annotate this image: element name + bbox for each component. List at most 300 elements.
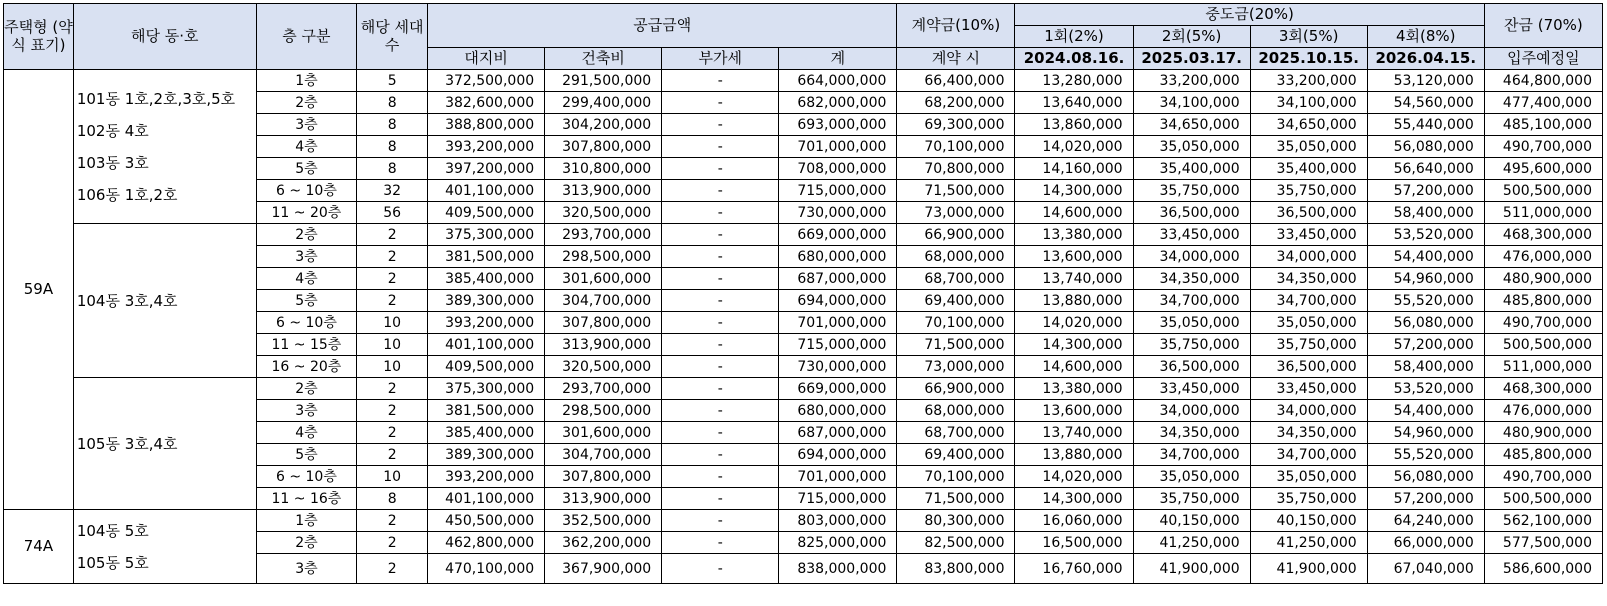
contract-cell: 68,700,000 bbox=[897, 422, 1015, 444]
interim-1-cell: 13,860,000 bbox=[1015, 114, 1133, 136]
interim-3-cell: 41,250,000 bbox=[1250, 532, 1367, 554]
building-cost-cell: 304,200,000 bbox=[545, 114, 662, 136]
interim-3-cell: 36,500,000 bbox=[1250, 202, 1367, 224]
units-cell: 2 bbox=[357, 422, 428, 444]
interim-4-cell: 55,520,000 bbox=[1367, 444, 1484, 466]
interim-3-cell: 36,500,000 bbox=[1250, 356, 1367, 378]
interim-4-cell: 57,200,000 bbox=[1367, 334, 1484, 356]
units-cell: 10 bbox=[357, 466, 428, 488]
interim-4-cell: 54,400,000 bbox=[1367, 400, 1484, 422]
interim-2-cell: 35,750,000 bbox=[1133, 488, 1250, 510]
contract-cell: 71,500,000 bbox=[897, 488, 1015, 510]
interim-2-cell: 33,200,000 bbox=[1133, 70, 1250, 92]
interim-4-cell: 54,960,000 bbox=[1367, 422, 1484, 444]
contract-cell: 68,000,000 bbox=[897, 400, 1015, 422]
header-interim-3-date: 2025.10.15. bbox=[1250, 48, 1367, 70]
building-cost-cell: 293,700,000 bbox=[545, 224, 662, 246]
balance-cell: 476,000,000 bbox=[1484, 400, 1602, 422]
table-header bbox=[4, 4, 1603, 70]
total-cell: 669,000,000 bbox=[779, 378, 897, 400]
dong-ho-line: 104동 5호 bbox=[76, 521, 149, 540]
floor-cell: 6 ~ 10층 bbox=[256, 180, 357, 202]
balance-cell: 511,000,000 bbox=[1484, 202, 1602, 224]
vat-cell: - bbox=[662, 70, 779, 92]
balance-cell: 490,700,000 bbox=[1484, 466, 1602, 488]
dong-ho-line: 106동 1호,2호 bbox=[76, 185, 178, 204]
dong-ho-cell bbox=[73, 70, 256, 224]
interim-4-cell: 56,080,000 bbox=[1367, 466, 1484, 488]
total-cell: 682,000,000 bbox=[779, 92, 897, 114]
building-cost-cell: 320,500,000 bbox=[545, 356, 662, 378]
land-cost-cell: 393,200,000 bbox=[428, 136, 545, 158]
interim-1-cell: 13,380,000 bbox=[1015, 224, 1133, 246]
floor-cell: 11 ~ 20층 bbox=[256, 202, 357, 224]
units-cell: 5 bbox=[357, 70, 428, 92]
interim-4-cell: 67,040,000 bbox=[1367, 554, 1484, 584]
units-cell: 2 bbox=[357, 444, 428, 466]
balance-cell: 485,800,000 bbox=[1484, 444, 1602, 466]
contract-cell: 70,100,000 bbox=[897, 136, 1015, 158]
header-building: 건축비 bbox=[545, 48, 662, 70]
interim-4-cell: 54,560,000 bbox=[1367, 92, 1484, 114]
balance-cell: 477,400,000 bbox=[1484, 92, 1602, 114]
table-row bbox=[4, 224, 1603, 246]
interim-3-cell: 33,450,000 bbox=[1250, 224, 1367, 246]
vat-cell: - bbox=[662, 202, 779, 224]
total-cell: 715,000,000 bbox=[779, 180, 897, 202]
total-cell: 669,000,000 bbox=[779, 224, 897, 246]
balance-cell: 485,100,000 bbox=[1484, 114, 1602, 136]
total-cell: 701,000,000 bbox=[779, 312, 897, 334]
header-supply-amount: 공급금액 bbox=[428, 4, 897, 48]
total-cell: 664,000,000 bbox=[779, 70, 897, 92]
floor-cell: 3층 bbox=[256, 114, 357, 136]
table-row bbox=[4, 378, 1603, 400]
land-cost-cell: 401,100,000 bbox=[428, 334, 545, 356]
land-cost-cell: 409,500,000 bbox=[428, 202, 545, 224]
dong-ho-line: 105동 3호,4호 bbox=[76, 434, 178, 453]
building-cost-cell: 320,500,000 bbox=[545, 202, 662, 224]
interim-1-cell: 14,600,000 bbox=[1015, 356, 1133, 378]
interim-2-cell: 40,150,000 bbox=[1133, 510, 1250, 532]
vat-cell: - bbox=[662, 224, 779, 246]
units-cell: 8 bbox=[357, 158, 428, 180]
building-cost-cell: 307,800,000 bbox=[545, 136, 662, 158]
total-cell: 687,000,000 bbox=[779, 422, 897, 444]
interim-3-cell: 34,650,000 bbox=[1250, 114, 1367, 136]
header-balance: 잔금 (70%) bbox=[1484, 4, 1602, 48]
building-cost-cell: 291,500,000 bbox=[545, 70, 662, 92]
vat-cell: - bbox=[662, 510, 779, 532]
building-cost-cell: 298,500,000 bbox=[545, 246, 662, 268]
units-cell: 2 bbox=[357, 510, 428, 532]
units-cell: 2 bbox=[357, 378, 428, 400]
interim-3-cell: 34,700,000 bbox=[1250, 444, 1367, 466]
floor-cell: 4층 bbox=[256, 136, 357, 158]
header-vat: 부가세 bbox=[662, 48, 779, 70]
interim-4-cell: 55,520,000 bbox=[1367, 290, 1484, 312]
total-cell: 687,000,000 bbox=[779, 268, 897, 290]
units-cell: 2 bbox=[357, 246, 428, 268]
balance-cell: 490,700,000 bbox=[1484, 136, 1602, 158]
contract-cell: 69,400,000 bbox=[897, 444, 1015, 466]
total-cell: 715,000,000 bbox=[779, 334, 897, 356]
units-cell: 2 bbox=[357, 268, 428, 290]
floor-cell: 5층 bbox=[256, 444, 357, 466]
interim-2-cell: 35,400,000 bbox=[1133, 158, 1250, 180]
header-interim-2: 2회(5%) bbox=[1133, 26, 1250, 48]
interim-2-cell: 34,100,000 bbox=[1133, 92, 1250, 114]
total-cell: 715,000,000 bbox=[779, 488, 897, 510]
vat-cell: - bbox=[662, 268, 779, 290]
dong-ho-line: 105동 5호 bbox=[76, 553, 149, 572]
land-cost-cell: 462,800,000 bbox=[428, 532, 545, 554]
interim-2-cell: 33,450,000 bbox=[1133, 378, 1250, 400]
interim-4-cell: 58,400,000 bbox=[1367, 356, 1484, 378]
units-cell: 2 bbox=[357, 554, 428, 584]
floor-cell: 5층 bbox=[256, 158, 357, 180]
interim-2-cell: 36,500,000 bbox=[1133, 202, 1250, 224]
interim-4-cell: 57,200,000 bbox=[1367, 180, 1484, 202]
balance-cell: 495,600,000 bbox=[1484, 158, 1602, 180]
floor-cell: 3층 bbox=[256, 246, 357, 268]
vat-cell: - bbox=[662, 312, 779, 334]
interim-4-cell: 64,240,000 bbox=[1367, 510, 1484, 532]
dong-ho-cell bbox=[73, 224, 256, 378]
land-cost-cell: 381,500,000 bbox=[428, 400, 545, 422]
interim-1-cell: 13,740,000 bbox=[1015, 268, 1133, 290]
interim-4-cell: 57,200,000 bbox=[1367, 488, 1484, 510]
vat-cell: - bbox=[662, 158, 779, 180]
vat-cell: - bbox=[662, 444, 779, 466]
header-interim-1: 1회(2%) bbox=[1015, 26, 1133, 48]
vat-cell: - bbox=[662, 400, 779, 422]
floor-cell: 16 ~ 20층 bbox=[256, 356, 357, 378]
interim-1-cell: 13,880,000 bbox=[1015, 444, 1133, 466]
land-cost-cell: 397,200,000 bbox=[428, 158, 545, 180]
land-cost-cell: 393,200,000 bbox=[428, 312, 545, 334]
contract-cell: 82,500,000 bbox=[897, 532, 1015, 554]
header-move-in-date: 입주예정일 bbox=[1484, 48, 1602, 70]
contract-cell: 80,300,000 bbox=[897, 510, 1015, 532]
vat-cell: - bbox=[662, 356, 779, 378]
contract-cell: 66,900,000 bbox=[897, 378, 1015, 400]
interim-2-cell: 34,650,000 bbox=[1133, 114, 1250, 136]
units-cell: 2 bbox=[357, 224, 428, 246]
total-cell: 701,000,000 bbox=[779, 466, 897, 488]
floor-cell: 11 ~ 16층 bbox=[256, 488, 357, 510]
interim-1-cell: 16,500,000 bbox=[1015, 532, 1133, 554]
header-total: 계 bbox=[779, 48, 897, 70]
interim-4-cell: 56,080,000 bbox=[1367, 312, 1484, 334]
building-cost-cell: 313,900,000 bbox=[545, 488, 662, 510]
interim-1-cell: 14,300,000 bbox=[1015, 334, 1133, 356]
contract-cell: 71,500,000 bbox=[897, 334, 1015, 356]
building-cost-cell: 304,700,000 bbox=[545, 444, 662, 466]
vat-cell: - bbox=[662, 334, 779, 356]
units-cell: 8 bbox=[357, 114, 428, 136]
land-cost-cell: 401,100,000 bbox=[428, 488, 545, 510]
vat-cell: - bbox=[662, 466, 779, 488]
building-cost-cell: 367,900,000 bbox=[545, 554, 662, 584]
interim-1-cell: 14,300,000 bbox=[1015, 488, 1133, 510]
balance-cell: 468,300,000 bbox=[1484, 378, 1602, 400]
building-cost-cell: 298,500,000 bbox=[545, 400, 662, 422]
interim-4-cell: 53,520,000 bbox=[1367, 378, 1484, 400]
building-cost-cell: 307,800,000 bbox=[545, 466, 662, 488]
interim-2-cell: 33,450,000 bbox=[1133, 224, 1250, 246]
interim-1-cell: 14,160,000 bbox=[1015, 158, 1133, 180]
units-cell: 32 bbox=[357, 180, 428, 202]
building-cost-cell: 304,700,000 bbox=[545, 290, 662, 312]
land-cost-cell: 375,300,000 bbox=[428, 378, 545, 400]
total-cell: 701,000,000 bbox=[779, 136, 897, 158]
interim-3-cell: 41,900,000 bbox=[1250, 554, 1367, 584]
balance-cell: 586,600,000 bbox=[1484, 554, 1602, 584]
units-cell: 8 bbox=[357, 488, 428, 510]
dong-ho-line: 103동 3호 bbox=[76, 153, 149, 172]
units-cell: 2 bbox=[357, 400, 428, 422]
total-cell: 825,000,000 bbox=[779, 532, 897, 554]
interim-2-cell: 34,700,000 bbox=[1133, 290, 1250, 312]
building-cost-cell: 301,600,000 bbox=[545, 422, 662, 444]
floor-cell: 2층 bbox=[256, 224, 357, 246]
floor-cell: 4층 bbox=[256, 268, 357, 290]
vat-cell: - bbox=[662, 246, 779, 268]
header-interim-3: 3회(5%) bbox=[1250, 26, 1367, 48]
interim-2-cell: 35,050,000 bbox=[1133, 466, 1250, 488]
floor-cell: 5층 bbox=[256, 290, 357, 312]
land-cost-cell: 389,300,000 bbox=[428, 290, 545, 312]
balance-cell: 562,100,000 bbox=[1484, 510, 1602, 532]
balance-cell: 577,500,000 bbox=[1484, 532, 1602, 554]
building-cost-cell: 301,600,000 bbox=[545, 268, 662, 290]
land-cost-cell: 382,600,000 bbox=[428, 92, 545, 114]
interim-2-cell: 36,500,000 bbox=[1133, 356, 1250, 378]
total-cell: 730,000,000 bbox=[779, 356, 897, 378]
units-cell: 56 bbox=[357, 202, 428, 224]
balance-cell: 468,300,000 bbox=[1484, 224, 1602, 246]
contract-cell: 68,700,000 bbox=[897, 268, 1015, 290]
interim-3-cell: 33,450,000 bbox=[1250, 378, 1367, 400]
contract-cell: 69,300,000 bbox=[897, 114, 1015, 136]
supply-price-table bbox=[3, 3, 1603, 584]
interim-1-cell: 13,600,000 bbox=[1015, 246, 1133, 268]
interim-1-cell: 14,020,000 bbox=[1015, 312, 1133, 334]
building-cost-cell: 310,800,000 bbox=[545, 158, 662, 180]
land-cost-cell: 409,500,000 bbox=[428, 356, 545, 378]
interim-4-cell: 54,960,000 bbox=[1367, 268, 1484, 290]
interim-3-cell: 34,350,000 bbox=[1250, 422, 1367, 444]
dong-ho-line: 102동 4호 bbox=[76, 121, 149, 140]
land-cost-cell: 450,500,000 bbox=[428, 510, 545, 532]
contract-cell: 68,000,000 bbox=[897, 246, 1015, 268]
contract-cell: 69,400,000 bbox=[897, 290, 1015, 312]
land-cost-cell: 385,400,000 bbox=[428, 422, 545, 444]
interim-4-cell: 55,440,000 bbox=[1367, 114, 1484, 136]
floor-cell: 4층 bbox=[256, 422, 357, 444]
building-cost-cell: 293,700,000 bbox=[545, 378, 662, 400]
interim-1-cell: 16,760,000 bbox=[1015, 554, 1133, 584]
floor-cell: 11 ~ 15층 bbox=[256, 334, 357, 356]
interim-4-cell: 56,080,000 bbox=[1367, 136, 1484, 158]
contract-cell: 70,800,000 bbox=[897, 158, 1015, 180]
vat-cell: - bbox=[662, 180, 779, 202]
interim-1-cell: 13,600,000 bbox=[1015, 400, 1133, 422]
total-cell: 693,000,000 bbox=[779, 114, 897, 136]
balance-cell: 500,500,000 bbox=[1484, 180, 1602, 202]
interim-3-cell: 40,150,000 bbox=[1250, 510, 1367, 532]
interim-2-cell: 34,000,000 bbox=[1133, 400, 1250, 422]
building-cost-cell: 307,800,000 bbox=[545, 312, 662, 334]
interim-3-cell: 35,050,000 bbox=[1250, 136, 1367, 158]
dong-ho-cell bbox=[73, 378, 256, 510]
interim-3-cell: 35,750,000 bbox=[1250, 334, 1367, 356]
interim-3-cell: 35,400,000 bbox=[1250, 158, 1367, 180]
floor-cell: 2층 bbox=[256, 378, 357, 400]
balance-cell: 480,900,000 bbox=[1484, 268, 1602, 290]
vat-cell: - bbox=[662, 532, 779, 554]
interim-3-cell: 33,200,000 bbox=[1250, 70, 1367, 92]
units-cell: 8 bbox=[357, 92, 428, 114]
floor-cell: 3층 bbox=[256, 400, 357, 422]
interim-2-cell: 34,700,000 bbox=[1133, 444, 1250, 466]
units-cell: 10 bbox=[357, 356, 428, 378]
interim-1-cell: 14,300,000 bbox=[1015, 180, 1133, 202]
contract-cell: 66,900,000 bbox=[897, 224, 1015, 246]
interim-1-cell: 16,060,000 bbox=[1015, 510, 1133, 532]
header-interim-2-date: 2025.03.17. bbox=[1133, 48, 1250, 70]
interim-3-cell: 34,000,000 bbox=[1250, 246, 1367, 268]
interim-3-cell: 35,750,000 bbox=[1250, 180, 1367, 202]
vat-cell: - bbox=[662, 92, 779, 114]
vat-cell: - bbox=[662, 378, 779, 400]
floor-cell: 6 ~ 10층 bbox=[256, 466, 357, 488]
header-dong-ho: 해당 동·호 bbox=[73, 4, 256, 70]
units-cell: 10 bbox=[357, 334, 428, 356]
interim-1-cell: 14,600,000 bbox=[1015, 202, 1133, 224]
interim-2-cell: 35,750,000 bbox=[1133, 334, 1250, 356]
interim-2-cell: 34,350,000 bbox=[1133, 422, 1250, 444]
header-contract-timing: 계약 시 bbox=[897, 48, 1015, 70]
contract-cell: 70,100,000 bbox=[897, 466, 1015, 488]
housing-type-cell: 59A bbox=[4, 70, 74, 510]
floor-cell: 1층 bbox=[256, 70, 357, 92]
balance-cell: 464,800,000 bbox=[1484, 70, 1602, 92]
interim-2-cell: 41,250,000 bbox=[1133, 532, 1250, 554]
building-cost-cell: 313,900,000 bbox=[545, 334, 662, 356]
contract-cell: 73,000,000 bbox=[897, 356, 1015, 378]
dong-ho-line: 101동 1호,2호,3호,5호 bbox=[76, 89, 236, 108]
land-cost-cell: 388,800,000 bbox=[428, 114, 545, 136]
price-table-container bbox=[3, 3, 1603, 584]
interim-4-cell: 66,000,000 bbox=[1367, 532, 1484, 554]
building-cost-cell: 362,200,000 bbox=[545, 532, 662, 554]
header-housing-type: 주택형 (약식 표기) bbox=[4, 4, 74, 70]
housing-type-cell: 74A bbox=[4, 510, 74, 584]
interim-3-cell: 34,700,000 bbox=[1250, 290, 1367, 312]
header-contract: 계약금(10%) bbox=[897, 4, 1015, 48]
interim-1-cell: 14,020,000 bbox=[1015, 136, 1133, 158]
floor-cell: 2층 bbox=[256, 532, 357, 554]
total-cell: 803,000,000 bbox=[779, 510, 897, 532]
interim-1-cell: 13,380,000 bbox=[1015, 378, 1133, 400]
units-cell: 8 bbox=[357, 136, 428, 158]
header-interim-4: 4회(8%) bbox=[1367, 26, 1484, 48]
header-land: 대지비 bbox=[428, 48, 545, 70]
interim-2-cell: 35,750,000 bbox=[1133, 180, 1250, 202]
header-floor: 층 구분 bbox=[256, 4, 357, 70]
vat-cell: - bbox=[662, 114, 779, 136]
land-cost-cell: 385,400,000 bbox=[428, 268, 545, 290]
balance-cell: 500,500,000 bbox=[1484, 488, 1602, 510]
interim-3-cell: 35,050,000 bbox=[1250, 466, 1367, 488]
contract-cell: 66,400,000 bbox=[897, 70, 1015, 92]
header-units: 해당 세대수 bbox=[357, 4, 428, 70]
interim-3-cell: 35,050,000 bbox=[1250, 312, 1367, 334]
contract-cell: 68,200,000 bbox=[897, 92, 1015, 114]
land-cost-cell: 470,100,000 bbox=[428, 554, 545, 584]
interim-2-cell: 34,000,000 bbox=[1133, 246, 1250, 268]
interim-1-cell: 13,280,000 bbox=[1015, 70, 1133, 92]
interim-2-cell: 34,350,000 bbox=[1133, 268, 1250, 290]
total-cell: 680,000,000 bbox=[779, 246, 897, 268]
interim-4-cell: 58,400,000 bbox=[1367, 202, 1484, 224]
interim-1-cell: 13,880,000 bbox=[1015, 290, 1133, 312]
building-cost-cell: 299,400,000 bbox=[545, 92, 662, 114]
table-row bbox=[4, 70, 1603, 92]
vat-cell: - bbox=[662, 554, 779, 584]
table-row bbox=[4, 510, 1603, 532]
interim-1-cell: 13,640,000 bbox=[1015, 92, 1133, 114]
contract-cell: 73,000,000 bbox=[897, 202, 1015, 224]
interim-3-cell: 34,000,000 bbox=[1250, 400, 1367, 422]
interim-1-cell: 13,740,000 bbox=[1015, 422, 1133, 444]
land-cost-cell: 389,300,000 bbox=[428, 444, 545, 466]
balance-cell: 511,000,000 bbox=[1484, 356, 1602, 378]
interim-3-cell: 34,100,000 bbox=[1250, 92, 1367, 114]
contract-cell: 70,100,000 bbox=[897, 312, 1015, 334]
floor-cell: 3층 bbox=[256, 554, 357, 584]
floor-cell: 6 ~ 10층 bbox=[256, 312, 357, 334]
table-body bbox=[4, 70, 1603, 584]
total-cell: 708,000,000 bbox=[779, 158, 897, 180]
building-cost-cell: 313,900,000 bbox=[545, 180, 662, 202]
contract-cell: 83,800,000 bbox=[897, 554, 1015, 584]
total-cell: 838,000,000 bbox=[779, 554, 897, 584]
interim-3-cell: 34,350,000 bbox=[1250, 268, 1367, 290]
land-cost-cell: 401,100,000 bbox=[428, 180, 545, 202]
contract-cell: 71,500,000 bbox=[897, 180, 1015, 202]
balance-cell: 480,900,000 bbox=[1484, 422, 1602, 444]
balance-cell: 485,800,000 bbox=[1484, 290, 1602, 312]
interim-4-cell: 53,520,000 bbox=[1367, 224, 1484, 246]
balance-cell: 500,500,000 bbox=[1484, 334, 1602, 356]
floor-cell: 2층 bbox=[256, 92, 357, 114]
dong-ho-cell bbox=[73, 510, 256, 584]
units-cell: 2 bbox=[357, 532, 428, 554]
interim-2-cell: 35,050,000 bbox=[1133, 136, 1250, 158]
interim-1-cell: 14,020,000 bbox=[1015, 466, 1133, 488]
interim-3-cell: 35,750,000 bbox=[1250, 488, 1367, 510]
land-cost-cell: 393,200,000 bbox=[428, 466, 545, 488]
header-interim-1-date: 2024.08.16. bbox=[1015, 48, 1133, 70]
vat-cell: - bbox=[662, 136, 779, 158]
land-cost-cell: 381,500,000 bbox=[428, 246, 545, 268]
vat-cell: - bbox=[662, 290, 779, 312]
total-cell: 680,000,000 bbox=[779, 400, 897, 422]
vat-cell: - bbox=[662, 488, 779, 510]
